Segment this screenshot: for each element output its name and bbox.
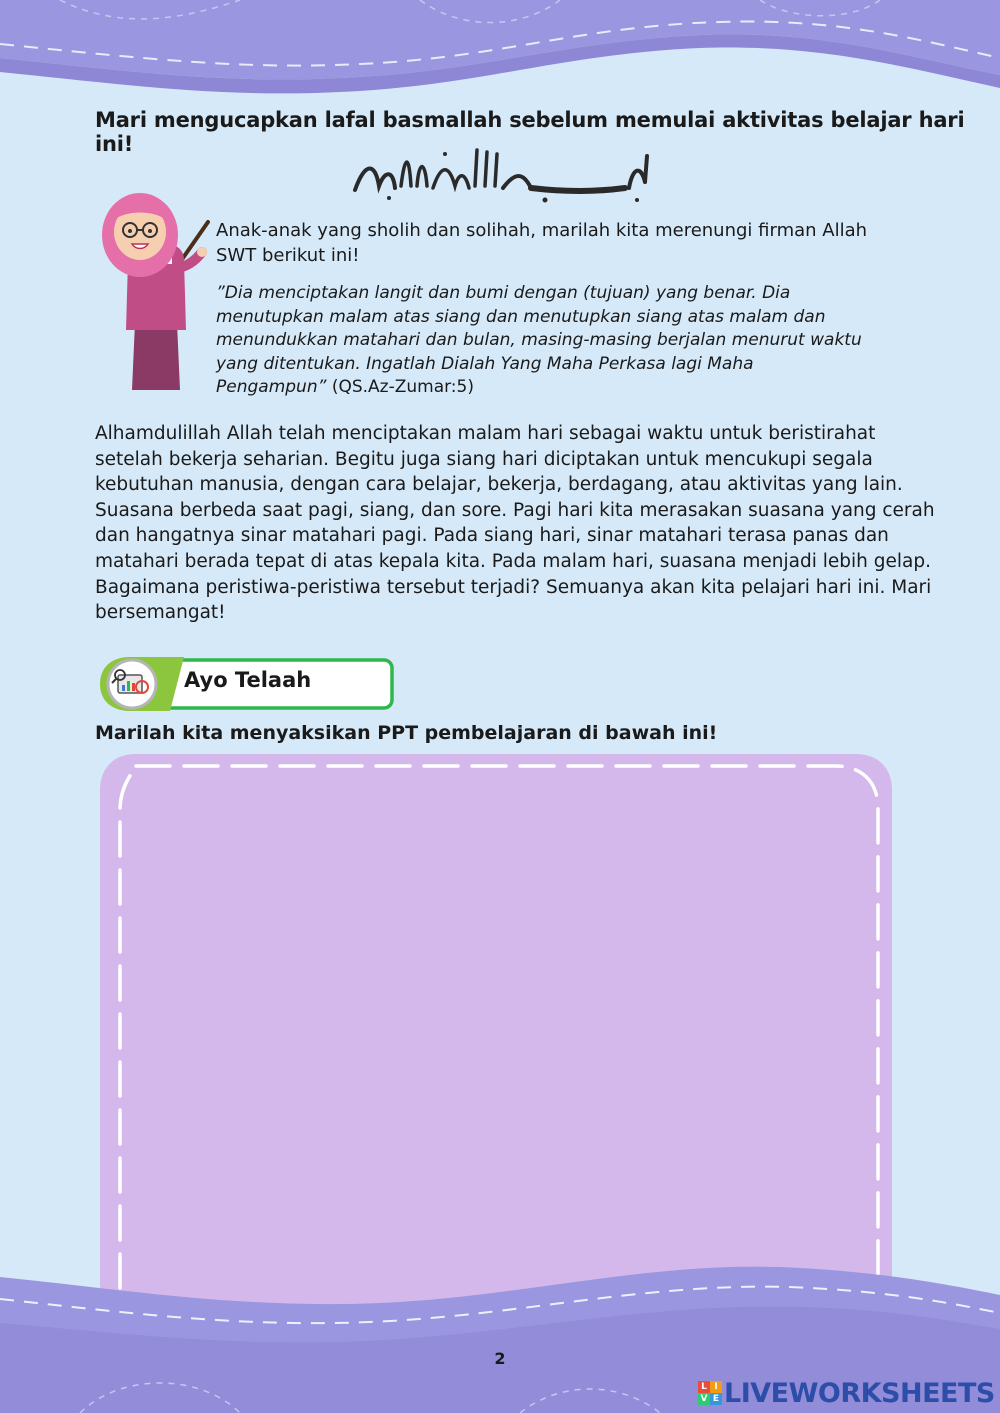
main-paragraph: Alhamdulillah Allah telah menciptakan malam hari sebagai waktu untuk beristirahat setelah bekerja seharian. Begitu juga siang hari diciptakan untuk mencukupi segala kebutuhan manusia, dengan cara belajar, bekerja, berdagang, atau aktivitas yang lain. Suasana berbeda saat pagi, siang, dan sore. Pagi hari kita merasakan suasana yang cerah dan hangatnya sinar matahari pagi. Pada siang hari, sinar matahari terasa panas dan matahari berada tepat di atas kepala kita. Pada malam hari, suasana menjadi lebih gelap. Bagaimana peristiwa-peristiwa tersebut terjadi? Semuanya akan kita pelajari hari ini. Mari bersemangat! (95, 423, 935, 624)
instruction-text: Marilah kita menyaksikan PPT pembelajaran di bawah ini! (95, 722, 718, 744)
brand-name: LIVEWORKSHEETS (724, 1377, 995, 1409)
top-wave-decoration (0, 0, 1000, 110)
teacher-illustration (98, 190, 213, 395)
ppt-embed-frame[interactable] (96, 750, 896, 1350)
page-number: 2 (494, 1349, 506, 1368)
page-heading: Mari mengucapkan lafal basmallah sebelum memulai aktivitas belajar hari ini! (95, 108, 965, 156)
section-label: Ayo Telaah (184, 668, 312, 692)
quote-source: (QS.Az-Zumar:5) (331, 377, 474, 397)
intro-text: Anak-anak yang sholih dan solihah, marilah kita merenungi firman Allah SWT berikut ini! (216, 220, 868, 266)
liveworksheets-brand[interactable] (698, 1376, 995, 1410)
quote-text: ”Dia menciptakan langit dan bumi dengan (tujuan) yang benar. Dia menutupkan malam atas siang dan menutupkan siang atas malam dan menundukkan matahari dan bulan, masing-masing berjalan menurut waktu yang ditentukan. Ingatlah Dialah Yang Maha Perkasa lagi Maha Pengampun” (216, 283, 862, 397)
basmallah-calligraphy-image (345, 142, 657, 206)
liveworksheets-logo-icon: L I V E (698, 1381, 722, 1405)
quran-quote (216, 282, 866, 400)
